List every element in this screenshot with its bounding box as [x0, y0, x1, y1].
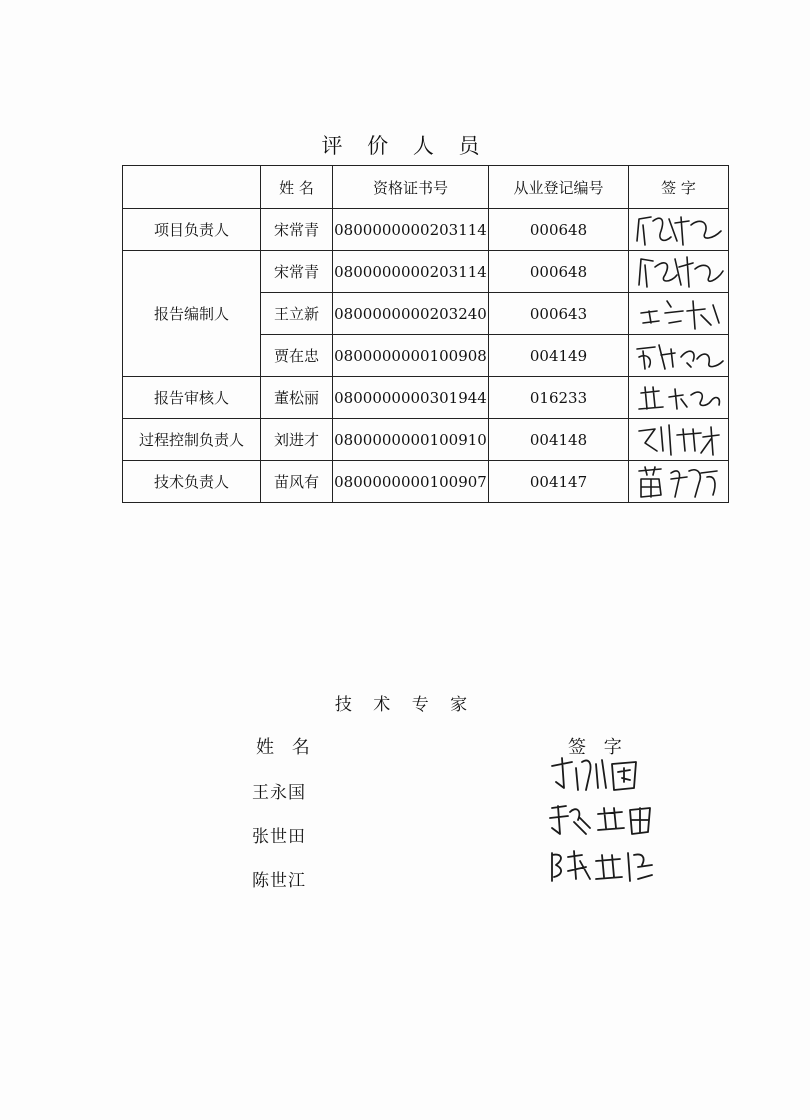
signature-cell — [629, 335, 729, 377]
signature-cell — [629, 293, 729, 335]
header-reg: 从业登记编号 — [489, 166, 629, 209]
role-cell: 过程控制负责人 — [123, 419, 261, 461]
cert-cell: 0800000000100907 — [333, 461, 489, 503]
table-row — [123, 209, 729, 251]
handwritten-signature — [631, 379, 727, 417]
table-row — [123, 461, 729, 503]
name-cell: 苗风有 — [261, 461, 333, 503]
table-row — [123, 251, 729, 293]
expert-signature — [546, 752, 656, 796]
role-cell: 项目负责人 — [123, 209, 261, 251]
signature-cell — [629, 251, 729, 293]
reg-cell: 004147 — [489, 461, 629, 503]
header-name: 姓 名 — [261, 166, 333, 209]
reg-cell: 000648 — [489, 251, 629, 293]
header-role — [123, 166, 261, 209]
signature-cell — [629, 461, 729, 503]
cert-cell: 0800000000203114 — [333, 209, 489, 251]
experts-title: 技 术 专 家 — [334, 695, 476, 715]
expert-signature — [546, 798, 656, 842]
handwritten-signature — [631, 295, 727, 333]
expert-name: 张世田 — [252, 827, 306, 847]
experts-name-header: 姓 名 — [256, 737, 316, 758]
name-cell: 贾在忠 — [261, 335, 333, 377]
table-row — [123, 419, 729, 461]
table-row — [123, 377, 729, 419]
handwritten-signature — [631, 463, 727, 501]
evaluators-table — [122, 165, 729, 503]
handwritten-signature — [631, 337, 727, 375]
cert-cell: 0800000000100910 — [333, 419, 489, 461]
page-title: 评 价 人 员 — [321, 134, 489, 158]
expert-name: 陈世江 — [252, 871, 306, 891]
cert-cell: 0800000000100908 — [333, 335, 489, 377]
name-cell: 王立新 — [261, 293, 333, 335]
name-cell: 董松丽 — [261, 377, 333, 419]
signature-cell — [629, 209, 729, 251]
reg-cell: 004149 — [489, 335, 629, 377]
name-cell: 宋常青 — [261, 209, 333, 251]
role-cell: 技术负责人 — [123, 461, 261, 503]
reg-cell: 004148 — [489, 419, 629, 461]
role-cell: 报告编制人 — [123, 251, 261, 377]
cert-cell: 0800000000203240 — [333, 293, 489, 335]
expert-signature — [546, 845, 656, 889]
reg-cell: 016233 — [489, 377, 629, 419]
cert-cell: 0800000000203114 — [333, 251, 489, 293]
cert-cell: 0800000000301944 — [333, 377, 489, 419]
name-cell: 宋常青 — [261, 251, 333, 293]
handwritten-signature — [631, 211, 727, 249]
signature-cell — [629, 377, 729, 419]
header-sign: 签 字 — [629, 166, 729, 209]
reg-cell: 000648 — [489, 209, 629, 251]
signature-cell — [629, 419, 729, 461]
handwritten-signature — [631, 421, 727, 459]
experts-sign-header: 签 字 — [568, 737, 628, 758]
role-cell: 报告审核人 — [123, 377, 261, 419]
expert-name: 王永国 — [252, 783, 306, 803]
table-header-row — [123, 166, 729, 209]
reg-cell: 000643 — [489, 293, 629, 335]
header-cert: 资格证书号 — [333, 166, 489, 209]
handwritten-signature — [631, 253, 727, 291]
name-cell: 刘进才 — [261, 419, 333, 461]
